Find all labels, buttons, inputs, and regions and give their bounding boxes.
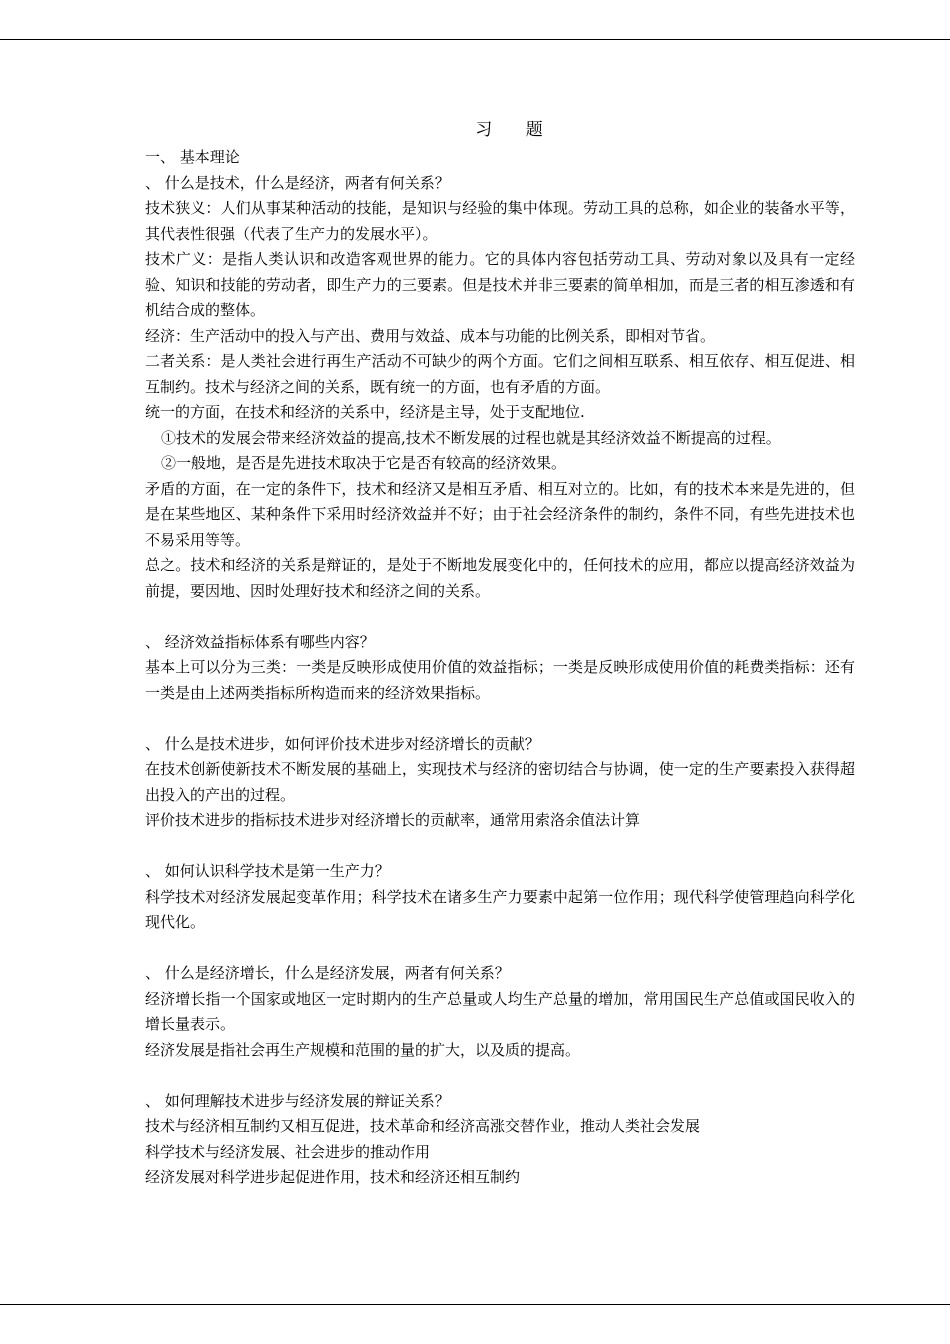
list-item: ②一般地，是否是先进技术取决于它是否有较高的经济效果。 — [161, 454, 567, 472]
page-title: 习 题 — [475, 120, 557, 140]
paragraph-gap — [145, 706, 855, 732]
list-item: ①技术的发展会带来经济效益的提高,技术不断发展的过程也就是其经济效益不断提高的过程。 — [161, 428, 781, 447]
document-body — [145, 117, 855, 1191]
question-heading: 、 经济效益指标体系有哪些内容？ — [145, 632, 375, 651]
content-blocks — [145, 171, 855, 1191]
paragraph-gap — [145, 936, 855, 962]
paragraph: 技术与经济相互制约又相互促进，技术革命和经济高涨交替作业，推动人类社会发展 — [145, 1117, 701, 1135]
paragraph: 评价技术进步的指标技术进步对经济增长的贡献率，通常用索洛余值法计算 — [145, 811, 641, 829]
paragraph: 二者关系：是人类社会进行再生产活动不可缺少的两个方面。它们之间相互联系、相互依存、相互促进、相互制约。技术与经济之间的关系，既有统一的方面，也有矛盾的方面。 — [145, 352, 855, 396]
paragraph: 经济发展是指社会再生产规模和范围的量的扩大，以及质的提高。 — [145, 1040, 581, 1059]
footer-rule — [0, 1304, 950, 1305]
question-heading: 、 什么是技术进步，如何评价技术进步对经济增长的贡献？ — [145, 734, 540, 753]
question-heading: 、 什么是经济增长，什么是经济发展，两者有何关系？ — [145, 964, 510, 982]
paragraph: 矛盾的方面，在一定的条件下，技术和经济又是相互矛盾、相互对立的。比如，有的技术本来是先进的，但是在某些地区、某种条件下采用时经济效益并不好；由于社会经济条件的制约，条件不同，有些先进技术也不易采用等等。 — [145, 479, 855, 549]
paragraph: 总之。技术和经济的关系是辩证的，是处于不断地发展变化中的，任何技术的应用，都应以提高经济效益为前提，要因地、因时处理好技术和经济之间的关系。 — [145, 556, 855, 600]
question-heading: 、 什么是技术，什么是经济，两者有何关系？ — [145, 173, 450, 192]
paragraph-gap — [145, 604, 855, 630]
paragraph: 经济增长指一个国家或地区一定时期内的生产总量或人均生产总量的增加，常用国民生产总值或国民收入的增长量表示。 — [145, 989, 855, 1033]
paragraph-gap — [145, 834, 855, 860]
paragraph: 技术狭义：人们从事某种活动的技能，是知识与经验的集中体现。劳动工具的总称，如企业的装备水平等，其代表性很强（代表了生产力的发展水平）。 — [145, 199, 855, 243]
paragraph: 在技术创新使新技术不断发展的基础上，实现技术与经济的密切结合与协调，使一定的生产要素投入获得超出投入的产出的过程。 — [145, 760, 855, 804]
paragraph: 统一的方面，在技术和经济的关系中，经济是主导，处于支配地位. — [145, 403, 585, 421]
paragraph: 技术广义：是指人类认识和改造客观世界的能力。它的具体内容包括劳动工具、劳动对象以及具有一定经验、知识和技能的劳动者，即生产力的三要素。但是技术并非三要素的简单相加，而是三者的相互渗透和有机结合成的整体。 — [145, 250, 855, 319]
paragraph: 科学技术与经济发展、社会进步的推动作用 — [145, 1142, 431, 1161]
paragraph: 科学技术对经济发展起变革作用；科学技术在诸多生产力要素中起第一位作用；现代科学使管理趋向科学化现代化。 — [145, 887, 855, 931]
paragraph: 经济：生产活动中的投入与产出、费用与效益、成本与功能的比例关系，即相对节省。 — [145, 326, 716, 345]
paragraph: 基本上可以分为三类：一类是反映形成使用价值的效益指标；一类是反映形成使用价值的耗费类指标：还有一类是由上述两类指标所构造而来的经济效果指标。 — [145, 658, 855, 702]
question-heading: 、 如何认识科学技术是第一生产力？ — [145, 862, 390, 880]
section-heading: 一、 基本理论 — [145, 148, 240, 166]
paragraph-gap — [145, 1063, 855, 1089]
paragraph: 经济发展对科学进步起促进作用，技术和经济还相互制约 — [145, 1168, 521, 1186]
header-rule — [0, 39, 950, 40]
question-heading: 、 如何理解技术进步与经济发展的辩证关系？ — [145, 1091, 450, 1110]
